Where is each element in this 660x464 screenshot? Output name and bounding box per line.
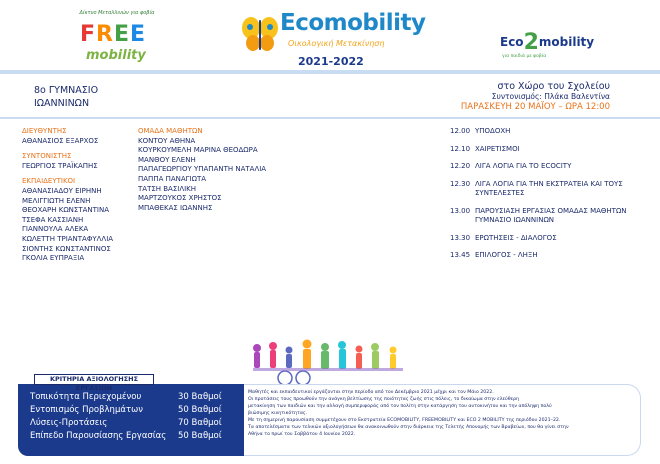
note-line: μετακίνηση των παιδιών και την αλλαγή συμπεριφοράς από τον πολίτη στην κατάργηση του αυτοκινήτου και την απόληψη πολύ <box>248 404 552 409</box>
note-line: Οι προτάσεις τους προωθούν την ανάγκη βελτίωσης της ποιότητας ζωής στις πόλεις, το δικαίωμα στην ελεύθερη <box>248 397 520 402</box>
venue-info <box>461 82 610 112</box>
criterion-label: Τοπικότητα Περιεχομένου <box>30 392 142 402</box>
criteria-title: ΚΡΙΤΗΡΙΑ ΑΞΙΟΛΟΓΗΣΗΣ ΕΡΓΑΣΙΩΝ <box>34 374 154 385</box>
criterion-label: Επίπεδο Παρουσίασης Εργασίας <box>30 431 167 441</box>
event-schedule <box>450 127 650 261</box>
teacher-name: ΑΘΑΝΑΣΙΑΔΟΥ ΕΙΡΗΝΗ <box>22 186 102 195</box>
criterion-points: 70 Βαθμοί <box>178 418 222 428</box>
teacher-name: ΓΚΟΛΙΑ ΕΥΠΡΑΞΙΑ <box>22 254 85 263</box>
note-line: βιώσιμης κινητικότητας. <box>248 411 308 416</box>
staff-column <box>22 127 113 264</box>
criterion-label: Εντοπισμός Προβλημάτων <box>30 405 143 415</box>
criterion-points: 50 Βαθμοί <box>178 405 222 415</box>
schedule-row: 13.45 ΕΠΙΛΟΓΟΣ - ΛΗΞΗ <box>450 251 538 259</box>
schedule-row: 12.10 ΧΑΙΡΕΤΙΣΜΟΙ <box>450 144 520 153</box>
teacher-name: ΓΙΑΝΝΟΥΛΑ ΑΛΕΚΑ <box>22 225 89 234</box>
student-name: ΠΑΠΠΑ ΠΑΝΑΓΙΩΤΑ <box>138 174 207 183</box>
venue-place: στο Χώρο του Σχολείου <box>497 81 610 92</box>
criterion-points: 30 Βαθμοί <box>178 392 222 402</box>
director-label: ΔΙΕΥΘΥΝΤΗΣ <box>22 127 67 135</box>
freemobility-word: FREE <box>80 22 147 47</box>
teacher-name: ΘΕΟΧΑΡΗ ΚΩΝΣΤΑΝΤΙΝΑ <box>22 206 110 215</box>
coordinator-name: ΓΕΩΡΓΙΟΣ ΤΡΑΪΚΑΠΗΣ <box>22 161 98 170</box>
top-divider <box>0 70 660 74</box>
schedule-row: 12.30 ΛΙΓΑ ΛΟΓΙΑ ΓΙΑ ΤΗΝ ΕΚΣΤΡΑΤΕΙΑ ΚΑΙ ΤΟΥΣ ΣΥΝΤΕΛΕΣΤΕΣ <box>450 179 623 197</box>
student-name: ΤΑΤΣΗ ΒΑΣΙΛΙΚΗ <box>138 184 197 193</box>
note-line: Μαθητές και εκπαιδευτικοί εργάζονται στην περίοδο από τον Δεκέμβριο 2021 μέχρι και τον Μάιο 2022. <box>248 390 494 395</box>
ecomobility-logo <box>240 8 426 70</box>
student-name: ΚΟΥΡΚΟΥΜΕΛΗ ΜΑΡΙΝΑ ΘΕΟΔΩΡΑ <box>138 146 258 155</box>
school-name: 8ο ΓΥΜΝΑΣΙΟ ΙΩΑΝΝΙΝΩΝ <box>34 85 99 109</box>
ecomobility-year: 2021-2022 <box>298 55 364 68</box>
student-name: ΜΑΡΤΖΟΥΚΟΣ ΧΡΗΣΤΟΣ <box>138 194 222 203</box>
note-line: Τα αποτελέσματα των τελικών αξιολογήσεων θα ανακοινωθούν στην διάρκεια της Τελετής Απονομής των Βραβείων, που θα γίνει στην <box>248 425 569 430</box>
students-column <box>138 127 266 213</box>
venue-coordinator: Συντονισμός: Πλάκα Βαλεντίνα <box>491 92 610 101</box>
student-name: ΚΟΝΤΟΥ ΑΘΗΝΑ <box>138 136 196 145</box>
student-name: ΜΑΝΘΟΥ ΕΛΕΝΗ <box>138 155 196 164</box>
note-line: Με τη σημερινή παρουσίαση συμμετέχουν στο Εκστρατεία ECOMOBILITY, FREEMOBILITY και ECO 2 MOBILITY της περιόδου 2021–22. <box>248 418 561 423</box>
schedule-row: 12.20 ΛΙΓΑ ΛΟΓΙΑ ΓΙΑ ΤΟ ECOCITY <box>450 162 572 170</box>
butterfly-icon <box>240 14 280 54</box>
ecomobility-subtitle: Οικολογική Μετακίνηση <box>288 39 385 48</box>
eco2mobility-logo <box>496 22 595 64</box>
criterion-label: Λύσεις-Προτάσεις <box>30 418 108 428</box>
student-name: ΠΑΠΑΓΕΩΡΓΙΟΥ ΥΠΑΠΑΝΤΗ ΝΑΤΑΛΙΑ <box>138 165 267 174</box>
criterion-points: 50 Βαθμοί <box>178 431 222 441</box>
teacher-name: ΜΕΛΙΓΓΙΩΤΗ ΕΛΕΝΗ <box>22 196 91 205</box>
schedule-row: 13.30 ΕΡΩΤΗΣΕΙΣ - ΔΙΑΛΟΓΟΣ <box>450 233 557 242</box>
teacher-name: ΤΣΕΦΑ ΚΑΣΣΙΑΝΗ <box>22 215 84 224</box>
teachers-label: ΕΚΠΑΙΔΕΥΤΙΚΟΙ <box>22 177 76 186</box>
notes-text <box>248 389 638 438</box>
student-name: ΜΠΑΘΕΚΑΣ ΙΩΑΝΝΗΣ <box>138 203 213 212</box>
schedule-row: 12.00 ΥΠΟΔΟΧΗ <box>450 127 511 135</box>
students-label: ΟΜΑΔΑ ΜΑΘΗΤΩΝ <box>138 127 203 135</box>
note-line: Αθήνα το πρωί του Σαββάτου 4 Ιουνίου 2022. <box>248 432 356 437</box>
people-walking-illustration <box>245 338 415 390</box>
freemobility-tagline: Δίκτυο Μεταλλινών για φοβία <box>79 10 155 16</box>
teacher-name: ΚΩΛΕΤΤΗ ΤΡΙΑΝΤΑΦΥΛΛΙΑ <box>22 234 114 243</box>
section-divider <box>0 117 660 119</box>
coordinator-label: ΣΥΝΤΟΝΙΣΤΗΣ <box>22 152 72 161</box>
eco2mobility-wordmark: Eco2mobility <box>500 30 595 55</box>
event-datetime: ΠΑΡΑΣΚΕΥΗ 20 ΜΑΪΟΥ – ΩΡΑ 12:00 <box>460 102 610 112</box>
schedule-row: 13.00 ΠΑΡΟΥΣΙΑΣΗ ΕΡΓΑΣΙΑΣ ΟΜΑΔΑΣ ΜΑΘΗΤΩΝ ΓΥΜΝΑΣΙΟ ΙΩΑΝΝΙΝΩΝ <box>450 206 627 224</box>
ecomobility-wordmark: Ecomobility <box>280 10 426 36</box>
freemobility-logo <box>78 10 156 70</box>
freemobility-mobility-text: mobility <box>86 48 146 63</box>
eco2mobility-tagline: για παιδιά με φοβία <box>502 54 547 59</box>
director-name: ΑΘΑΝΑΣΙΟΣ ΕΞΑΡΧΟΣ <box>22 136 99 145</box>
teacher-name: ΣΙΟΝΤΗΣ ΚΩΝΣΤΑΝΤΙΝΟΣ <box>22 244 111 253</box>
